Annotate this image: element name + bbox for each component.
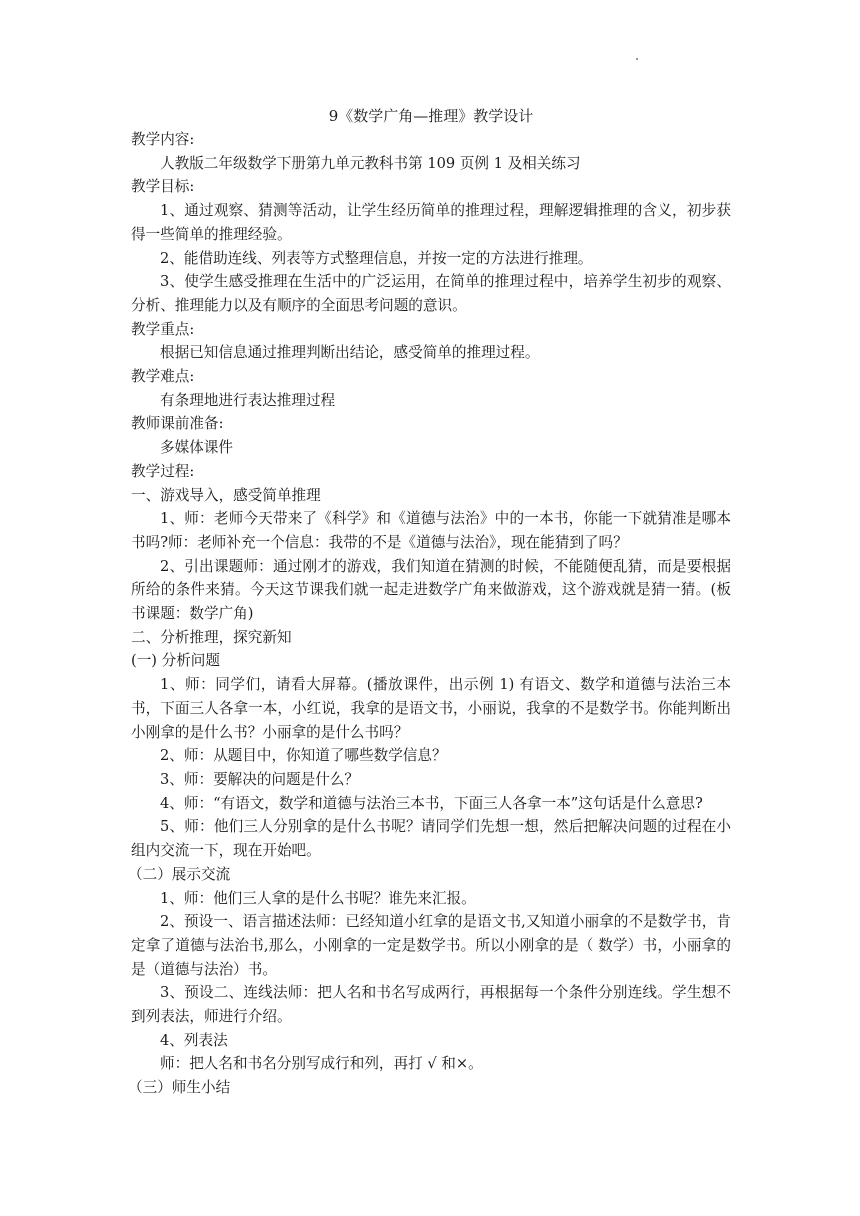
goal-3: 3、使学生感受推理在生活中的广泛运用，在简单的推理过程中，培养学生初步的观察、分析、推理能力以及有顺序的全面思考问题的意识。	[131, 273, 731, 314]
sub2-paragraph-3: 3、预设二、连线法师：把人名和书名写成两行，再根据每一个条件分别连线。学生想不到列表法，师进行介绍。	[131, 984, 731, 1026]
part1-paragraph-2: 2、引出课题师：通过刚才的游戏，我们知道在猜测的时候，不能随便乱猜，而是要根据所给的条件来猜。今天这节课我们就一起走进数学广角来做游戏，这个游戏就是猜一猜。(板书课题：数学广角)	[131, 557, 731, 623]
sub3-heading: （三）师生小结	[128, 1079, 231, 1097]
content-text: 人教版二年级数学下册第九单元教科书第 109 页例 1 及相关练习	[160, 154, 581, 172]
sub2-paragraph-2: 2、预设一、语言描述法师：已经知道小红拿的是语文书,又知道小丽拿的不是数学书，肯定拿了道德与法治书,那么，小刚拿的一定是数学书。所以小刚拿的是（ 数学）书，小丽拿的是（道德与法治）书。	[131, 913, 731, 978]
goal-2: 2、能借助连线、列表等方式整理信息，并按一定的方法进行推理。	[160, 249, 593, 267]
sub2-paragraph-4: 4、列表法	[160, 1031, 228, 1049]
sub2-paragraph-1: 1、师：他们三人拿的是什么书呢？谁先来汇报。	[160, 889, 476, 907]
part1-heading: 一、游戏导入，感受简单推理	[131, 486, 321, 504]
sub1-paragraph-1: 1、师：同学们，请看大屏幕。(播放课件，出示例 1) 有语文、数学和道德与法治三本书，下面三人各拿一本，小红说，我拿的是语文书，小丽说，我拿的不是数学书。你能判断出小刚拿的是什么书？小丽拿的是什么书吗？	[131, 676, 731, 741]
sub2-heading: （二）展示交流	[128, 865, 231, 883]
prep-text: 多媒体课件	[160, 439, 233, 457]
key-text: 根据已知信息通过推理判断出结论，感受简单的推理过程。	[160, 344, 540, 362]
difficulty-text: 有条理地进行表达推理过程	[160, 391, 336, 409]
part1-paragraph-1: 1、师：老师今天带来了《科学》和《道德与法治》中的一本书，你能一下就猜准是哪本书吗?师：老师补充一个信息：我带的不是《道德与法治》，现在能猜到了吗？	[131, 510, 731, 551]
part2-heading: 二、分析推理，探究新知	[131, 628, 292, 646]
sub1-paragraph-2: 2、师：从题目中，你知道了哪些数学信息？	[160, 747, 447, 765]
goals-label: 教学目标:	[131, 178, 195, 196]
sub1-paragraph-4: 4、师：“有语文，数学和道德与法治三本书，下面三人各拿一本”这句话是什么意思?	[160, 794, 703, 812]
sub1-heading: (一) 分析问题	[131, 652, 220, 670]
sub1-paragraph-3: 3、师：要解决的问题是什么？	[160, 770, 360, 788]
content-label: 教学内容:	[131, 131, 195, 148]
goal-1: 1、通过观察、猜测等活动，让学生经历简单的推理过程，理解逻辑推理的含义，初步获得一些简单的推理经验。	[131, 202, 731, 243]
page-mark	[636, 58, 638, 60]
document-title: 9《数学广角—推理》教学设计	[328, 107, 534, 125]
prep-label: 教师课前准备:	[131, 415, 224, 433]
sub1-paragraph-5: 5、师：他们三人分别拿的是什么书呢？请同学们先想一想，然后把解决问题的过程在小组内交流一下，现在开始吧。	[131, 818, 731, 860]
process-label: 教学过程:	[131, 462, 195, 480]
sub2-paragraph-5: 师：把人名和书名分别写成行和列，再打 √ 和×。	[160, 1055, 483, 1073]
key-label: 教学重点:	[131, 320, 195, 338]
document-body	[128, 104, 731, 1100]
difficulty-label: 教学难点:	[131, 368, 195, 386]
